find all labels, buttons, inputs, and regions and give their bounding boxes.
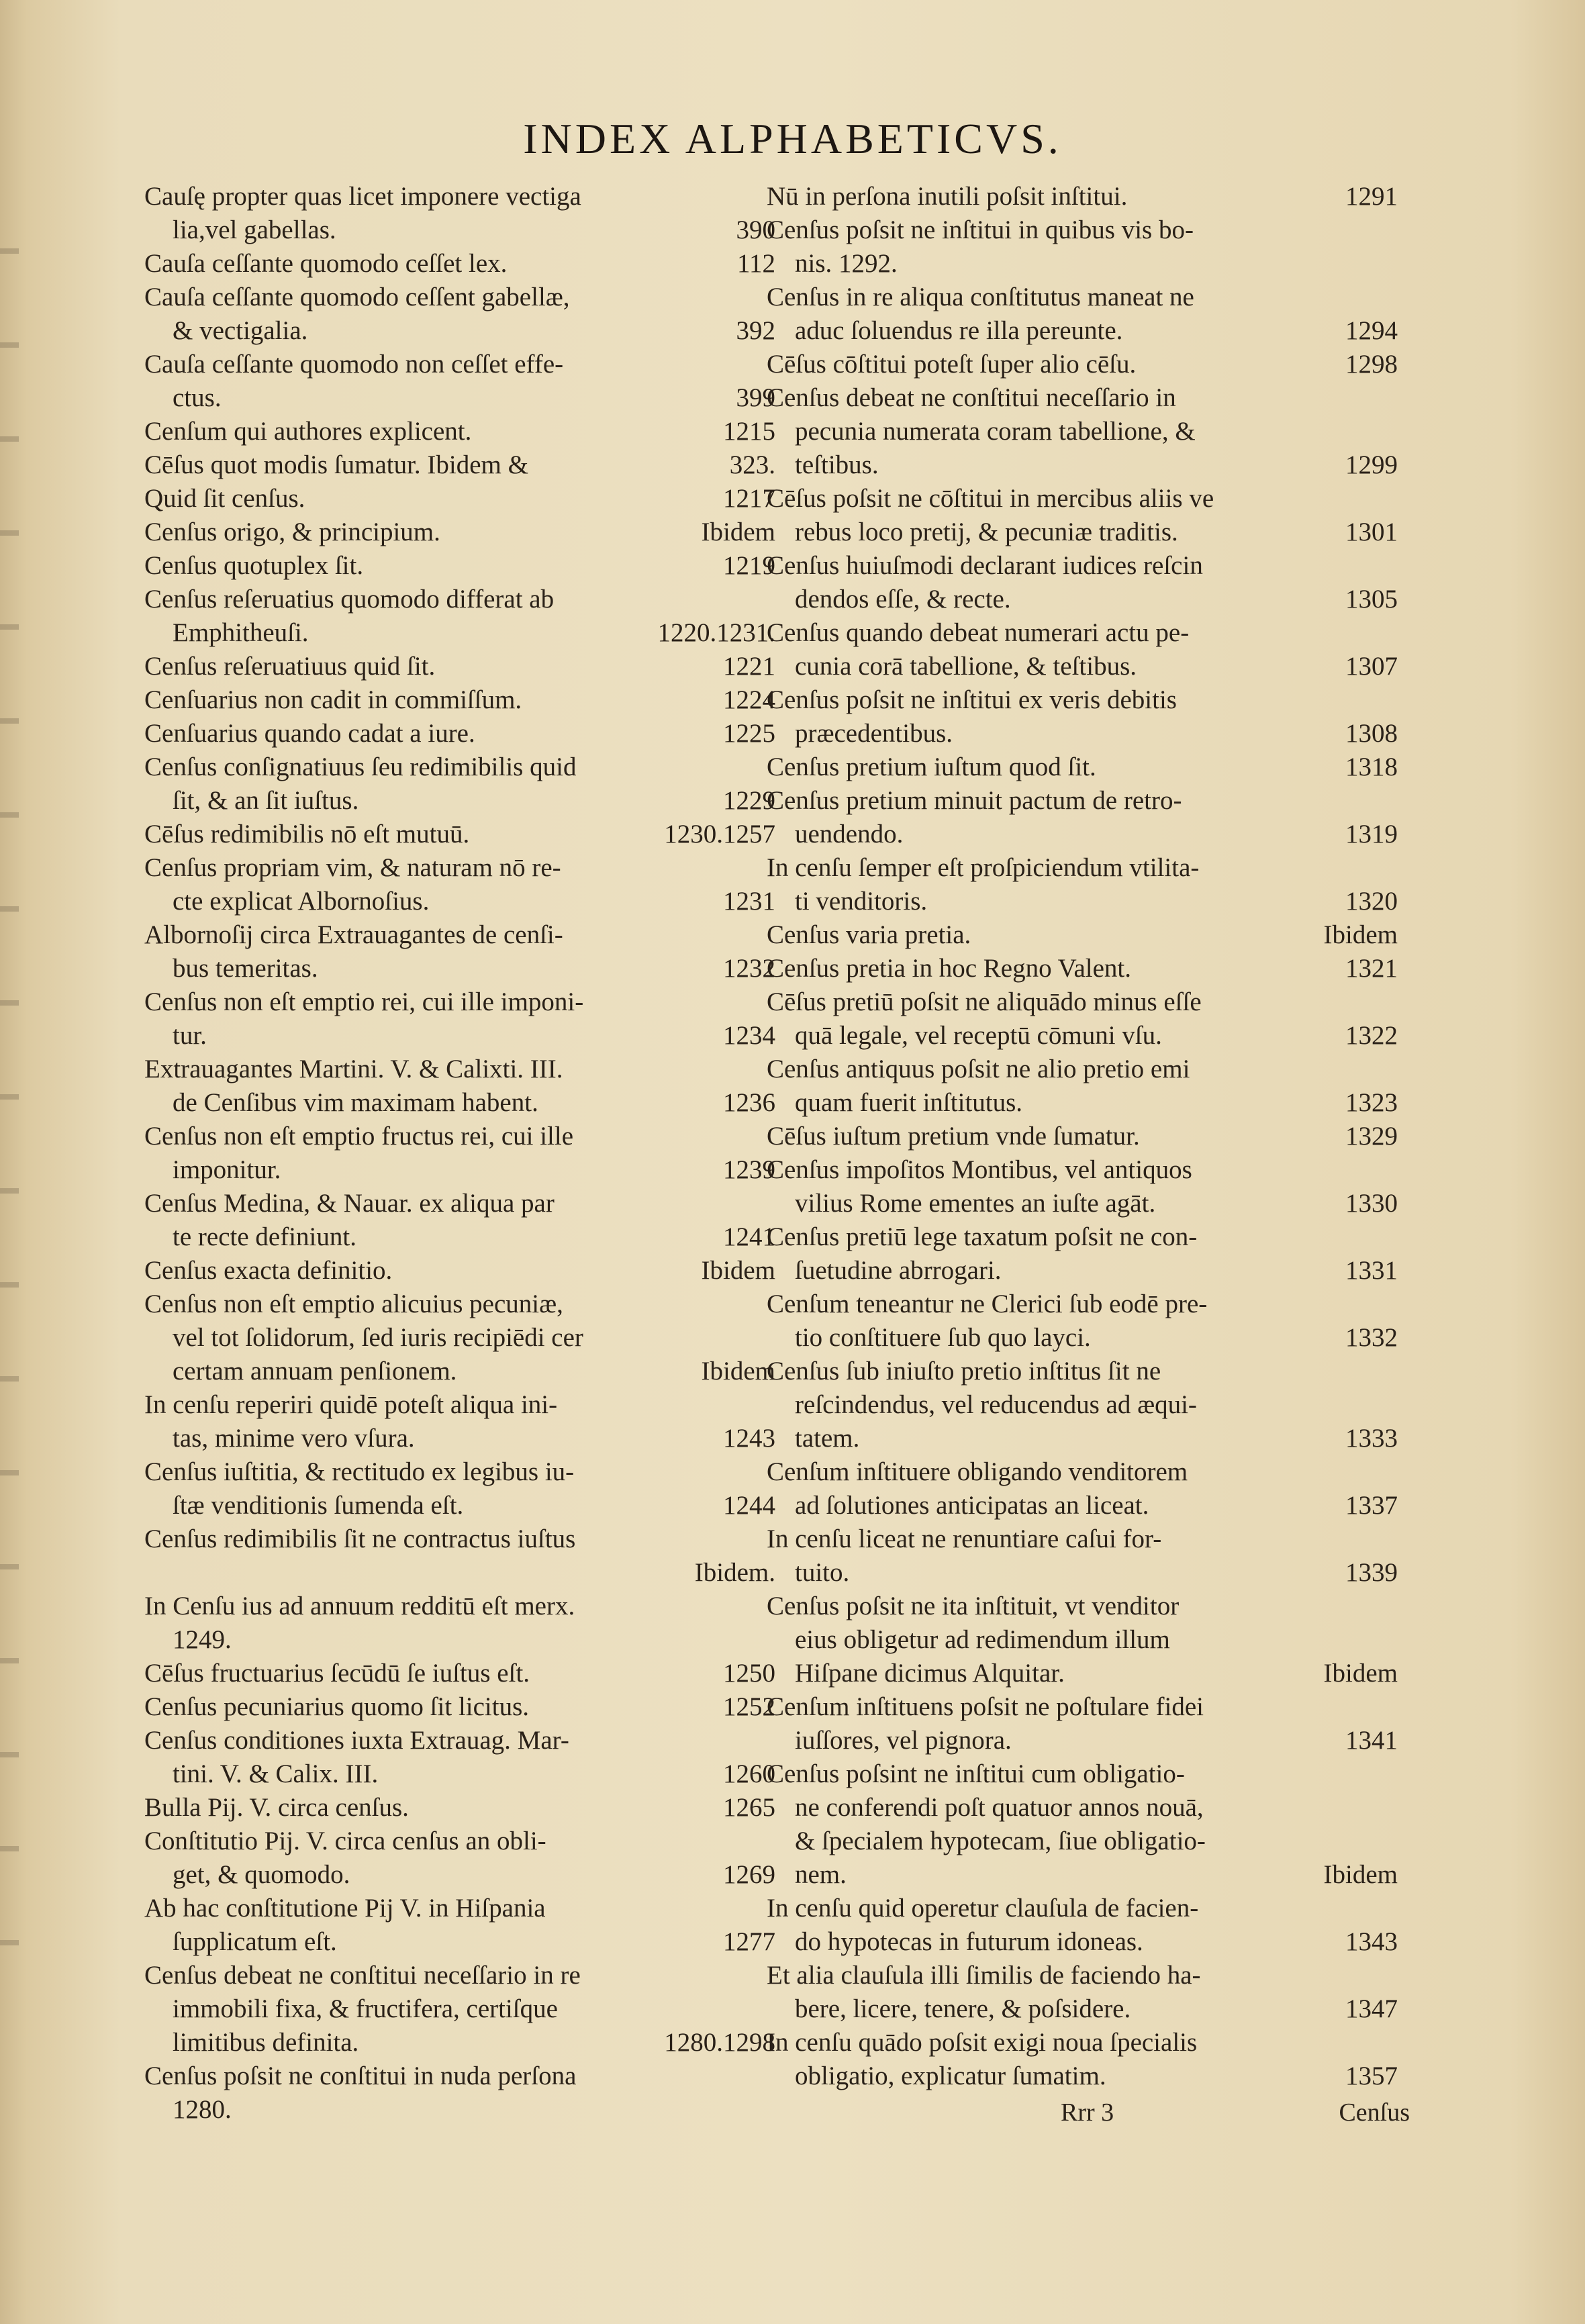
entry-line: get, & quomodo. <box>173 1860 350 1889</box>
entry-page-ref: 392 <box>736 316 775 345</box>
entry-page-ref: 1337 <box>1345 1491 1398 1520</box>
index-entry <box>144 482 775 516</box>
entry-line: Cenſus redimibilis ſit ne contractus iuſtus <box>144 1524 576 1553</box>
entry-page-ref: 1215 <box>723 417 775 446</box>
page-title: INDEX ALPHABETICVS. <box>523 115 1062 162</box>
index-entry <box>144 918 775 985</box>
index-entry <box>767 952 1398 985</box>
index-entry <box>767 180 1398 213</box>
entry-page-ref: 1332 <box>1345 1323 1398 1352</box>
entry-line: Conſtitutio Pij. V. circa cenſus an obli- <box>144 1827 546 1855</box>
index-entry <box>767 784 1398 851</box>
index-entry <box>144 751 775 818</box>
entry-line: Cenſus poſsit ne conſtitui in nuda perſona <box>144 2062 577 2090</box>
entry-line: Et alia clauſula illi ſimilis de faciendo ha- <box>767 1961 1201 1990</box>
index-entry <box>144 549 775 583</box>
entry-line: In cenſu reperiri quidē poteſt aliqua ini- <box>144 1390 558 1419</box>
entry-line: tini. V. & Calix. III. <box>173 1759 379 1788</box>
index-entry <box>144 683 775 717</box>
index-entry <box>144 1959 775 2060</box>
entry-page-ref: Ibidem <box>701 1256 775 1285</box>
entry-page-ref: 1219 <box>723 551 775 580</box>
entry-page-ref: Ibidem <box>1323 1860 1398 1889</box>
index-entry <box>767 2026 1398 2093</box>
index-entry <box>144 1288 775 1388</box>
binding-edge <box>0 201 19 1947</box>
index-entry <box>767 751 1398 784</box>
entry-line: teſtibus. <box>795 450 879 479</box>
entry-line: rebus loco pretij, & pecuniæ traditis. <box>795 518 1178 546</box>
entry-page-ref: 1331 <box>1345 1256 1398 1285</box>
entry-page-ref: 1280.1298 <box>664 2028 775 2057</box>
index-entry <box>144 1053 775 1120</box>
entry-line: Cenſus poſsit ne inſtitui in quibus vis bo- <box>767 215 1194 244</box>
entry-page-ref: 1244 <box>723 1491 775 1520</box>
entry-line: Cenſus origo, & principium. <box>144 518 440 546</box>
entry-line: nis. 1292. <box>795 249 898 278</box>
entry-line: Cenſus poſsit ne ita inſtituit, vt venditor <box>767 1592 1180 1620</box>
entry-page-ref: 1330 <box>1345 1189 1398 1218</box>
index-entry <box>144 1388 775 1455</box>
entry-line: Extrauagantes Martini. V. & Calixti. III. <box>144 1055 563 1083</box>
entry-line: eius obligetur ad redimendum illum <box>795 1625 1170 1654</box>
entry-line: ſupplicatum eſt. <box>173 1927 337 1956</box>
entry-line: Cenſus huiuſmodi declarant iudices reſcin <box>767 551 1203 580</box>
entry-line: Cenſus reſeruatiuus quid ſit. <box>144 652 436 681</box>
entry-line: Albornoſij circa Extrauagantes de cenſi- <box>144 920 563 949</box>
index-entry <box>144 1120 775 1187</box>
index-entry <box>144 415 775 448</box>
entry-page-ref: 1260 <box>723 1759 775 1788</box>
entry-page-ref: 1236 <box>723 1088 775 1117</box>
entry-line: do hypotecas in futurum idoneas. <box>795 1927 1143 1956</box>
index-entry <box>767 616 1398 683</box>
entry-line: In cenſu liceat ne renuntiare caſui for- <box>767 1524 1162 1553</box>
entry-line: imponitur. <box>173 1155 281 1184</box>
index-entry <box>767 482 1398 549</box>
index-entry <box>767 549 1398 616</box>
entry-line: bus temeritas. <box>173 954 318 983</box>
entry-line: certam annuam penſionem. <box>173 1357 457 1386</box>
entry-line: Cenſus iuſtitia, & rectitudo ex legibus iu- <box>144 1457 575 1486</box>
entry-line: Cēſus iuſtum pretium vnde ſumatur. <box>767 1122 1140 1151</box>
entry-line: Cenſum inſtituens poſsit ne poſtulare fidei <box>767 1692 1204 1721</box>
entry-page-ref: 1308 <box>1345 719 1398 748</box>
index-entry <box>767 1053 1398 1120</box>
index-entry <box>767 683 1398 751</box>
index-entry <box>767 1959 1398 2026</box>
entry-line: ſtæ venditionis ſumenda eſt. <box>173 1491 464 1520</box>
entry-line: In cenſu quid operetur clauſula de facien- <box>767 1894 1199 1923</box>
entry-line: Cauſę propter quas licet imponere vectiga <box>144 182 581 211</box>
index-entry <box>144 985 775 1053</box>
index-entry <box>144 247 775 281</box>
left-column <box>144 180 775 2127</box>
entry-page-ref: 1299 <box>1345 450 1398 479</box>
entry-page-ref: 1329 <box>1345 1122 1398 1151</box>
entry-line: ſit, & an ſit iuſtus. <box>173 786 359 815</box>
entry-line: Cenſuarius quando cadat a iure. <box>144 719 475 748</box>
index-entry <box>144 1690 775 1724</box>
index-entry <box>767 1892 1398 1959</box>
entry-line: tio conſtituere ſub quo layci. <box>795 1323 1091 1352</box>
entry-line: Cenſus impoſitos Montibus, vel antiquos <box>767 1155 1192 1184</box>
entry-page-ref: 1229 <box>723 786 775 815</box>
entry-page-ref: 1341 <box>1345 1726 1398 1755</box>
entry-line: limitibus definita. <box>173 2028 359 2057</box>
entry-line: Cenſus pretia in hoc Regno Valent. <box>767 954 1132 983</box>
entry-page-ref: 1252 <box>723 1692 775 1721</box>
entry-page-ref: 1232 <box>723 954 775 983</box>
entry-line: Cenſus debeat ne conſtitui neceſſario in <box>767 383 1176 412</box>
entry-line: Cauſa ceſſante quomodo non ceſſet effe- <box>144 350 564 379</box>
entry-line: Cenſus conſignatiuus ſeu redimibilis quid <box>144 753 577 781</box>
index-entry <box>767 1757 1398 1892</box>
entry-line: tas, minime vero vſura. <box>173 1424 415 1453</box>
entry-page-ref: 1321 <box>1345 954 1398 983</box>
entry-line: bere, licere, tenere, & poſsidere. <box>795 1994 1131 2023</box>
index-entry <box>144 818 775 851</box>
index-entry <box>144 851 775 918</box>
entry-line: immobili fixa, & fructifera, certiſque <box>173 1994 558 2023</box>
index-entry <box>144 180 775 247</box>
entry-line: ſuetudine abrrogari. <box>795 1256 1002 1285</box>
entry-line: quā legale, vel receptū cōmuni vſu. <box>795 1021 1162 1050</box>
entry-page-ref: 1231 <box>723 887 775 916</box>
entry-page-ref: 1307 <box>1345 652 1398 681</box>
entry-line: In cenſu ſemper eſt proſpiciendum vtilita- <box>767 853 1200 882</box>
index-entry <box>767 1288 1398 1355</box>
entry-line: Quid ſit cenſus. <box>144 484 305 513</box>
index-entry <box>144 1791 775 1825</box>
entry-line: Cenſus debeat ne conſtitui neceſſario in re <box>144 1961 581 1990</box>
entry-line: ti venditoris. <box>795 887 928 916</box>
entry-line: te recte definiunt. <box>173 1222 356 1251</box>
entry-line: Cauſa ceſſante quomodo ceſſent gabellæ, <box>144 283 570 311</box>
entry-page-ref: 1265 <box>723 1793 775 1822</box>
entry-line: Cenſum inſtituere obligando venditorem <box>767 1457 1188 1486</box>
entry-line: Cenſus Medina, & Nauar. ex aliqua par <box>144 1189 555 1218</box>
entry-page-ref: 1305 <box>1345 585 1398 614</box>
entry-line: Cenſuarius non cadit in commiſſum. <box>144 685 522 714</box>
entry-line: pecunia numerata coram tabellione, & <box>795 417 1196 446</box>
entry-line: vel tot ſolidorum, ſed iuris recipiēdi cer <box>173 1323 583 1352</box>
entry-line: nem. <box>795 1860 847 1889</box>
entry-line: Cenſus pretium minuit pactum de retro- <box>767 786 1182 815</box>
entry-line: Cenſus pretium iuſtum quod ſit. <box>767 753 1096 781</box>
entry-line: Cēſus fructuarius ſecūdū ſe iuſtus eſt. <box>144 1659 530 1688</box>
entry-line: In Cenſu ius ad annuum redditū eſt merx. <box>144 1592 575 1620</box>
index-entry <box>767 1120 1398 1153</box>
index-entry <box>144 717 775 751</box>
entry-line: In cenſu quādo poſsit exigi noua ſpecialis <box>767 2028 1198 2057</box>
index-entry <box>767 1522 1398 1590</box>
entry-line: obligatio, explicatur ſumatim. <box>795 2062 1106 2090</box>
index-entry <box>767 985 1398 1053</box>
index-entry <box>144 348 775 415</box>
entry-line: Cenſus non eſt emptio alicuius pecuniæ, <box>144 1290 563 1318</box>
index-entry <box>767 1355 1398 1455</box>
entry-line: tuito. <box>795 1558 850 1587</box>
entry-line: 1280. <box>173 2095 232 2124</box>
entry-page-ref: 1224 <box>723 685 775 714</box>
entry-page-ref: 1339 <box>1345 1558 1398 1587</box>
entry-page-ref: 1220.1231. <box>657 618 775 647</box>
entry-page-ref: 1323 <box>1345 1088 1398 1117</box>
index-entry <box>767 281 1398 348</box>
entry-line: Cēſus pretiū poſsit ne aliquādo minus eſſe <box>767 987 1202 1016</box>
index-entry <box>144 1724 775 1791</box>
entry-page-ref: 1301 <box>1345 518 1398 546</box>
entry-page-ref: 1333 <box>1345 1424 1398 1453</box>
index-entry <box>144 448 775 482</box>
entry-page-ref: 323. <box>729 450 775 479</box>
entry-page-ref: 112 <box>736 249 775 278</box>
right-column <box>767 180 1398 2093</box>
entry-line: aduc ſoluendus re illa pereunte. <box>795 316 1123 345</box>
entry-line: ne conferendi poſt quatuor annos nouā, <box>795 1793 1204 1822</box>
index-entry <box>767 1220 1398 1288</box>
index-entry <box>767 1590 1398 1690</box>
index-entry <box>144 1657 775 1690</box>
entry-page-ref: 1343 <box>1345 1927 1398 1956</box>
index-entry <box>144 516 775 549</box>
entry-page-ref: 1319 <box>1345 820 1398 849</box>
entry-page-ref: 390 <box>736 215 775 244</box>
entry-line: Cenſus quando debeat numerari actu pe- <box>767 618 1190 647</box>
index-entry <box>144 1590 775 1657</box>
entry-line: Hiſpane dicimus Alquitar. <box>795 1659 1065 1688</box>
entry-page-ref: 1322 <box>1345 1021 1398 1050</box>
entry-page-ref: 1320 <box>1345 887 1398 916</box>
entry-line: Cēſus poſsit ne cōſtitui in mercibus aliis ve <box>767 484 1214 513</box>
index-entry <box>144 1892 775 1959</box>
index-entry <box>767 213 1398 281</box>
entry-line: reſcindendus, vel reducendus ad æqui- <box>795 1390 1197 1419</box>
entry-line: 1249. <box>173 1625 232 1654</box>
entry-page-ref: 1243 <box>723 1424 775 1453</box>
entry-line: iuſſores, vel pignora. <box>795 1726 1012 1755</box>
entry-line: Bulla Pij. V. circa cenſus. <box>144 1793 409 1822</box>
entry-line: Cenſus poſsit ne inſtitui ex veris debitis <box>767 685 1177 714</box>
index-entry <box>767 1153 1398 1220</box>
entry-line: Cenſus antiquus poſsit ne alio pretio emi <box>767 1055 1190 1083</box>
entry-line: Cēſus quot modis ſumatur. Ibidem & <box>144 450 528 479</box>
entry-page-ref: 1241 <box>723 1222 775 1251</box>
entry-page-ref: 1347 <box>1345 1994 1398 2023</box>
entry-line: tatem. <box>795 1424 860 1453</box>
index-entry <box>144 650 775 683</box>
entry-line: Cenſum teneantur ne Clerici ſub eodē pre- <box>767 1290 1208 1318</box>
entry-line <box>144 1556 775 1590</box>
entry-line: quam fuerit inſtitutus. <box>795 1088 1023 1117</box>
entry-line: tur. <box>173 1021 207 1050</box>
entry-line: Cenſus non eſt emptio rei, cui ille imponi- <box>144 987 584 1016</box>
entry-line: dendos eſſe, & recte. <box>795 585 1011 614</box>
index-entry <box>767 348 1398 381</box>
entry-page-ref: Ibidem <box>701 1357 775 1386</box>
entry-line: lia,vel gabellas. <box>173 215 336 244</box>
entry-line: Cenſus ſub iniuſto pretio inſtitus ſit ne <box>767 1357 1161 1386</box>
entry-page-ref: 1221 <box>723 652 775 681</box>
entry-line: Ab hac conſtitutione Pij V. in Hiſpania <box>144 1894 546 1923</box>
entry-line: Cenſus in re aliqua conſtitutus maneat ne <box>767 283 1194 311</box>
entry-line: Emphitheuſi. <box>173 618 309 647</box>
index-entry <box>144 1825 775 1892</box>
entry-line: Cenſus reſeruatius quomodo differat ab <box>144 585 555 614</box>
entry-line: Cenſus poſsint ne inſtitui cum obligatio- <box>767 1759 1185 1788</box>
index-entry <box>767 851 1398 918</box>
entry-page-ref: 1291 <box>1345 182 1398 211</box>
entry-page-ref: 1318 <box>1345 753 1398 781</box>
entry-line: vilius Rome ementes an iuſte agāt. <box>795 1189 1156 1218</box>
entry-page-ref: 1239 <box>723 1155 775 1184</box>
entry-line: Cenſus propriam vim, & naturam nō re- <box>144 853 561 882</box>
index-entry <box>767 1690 1398 1757</box>
entry-page-ref: 1269 <box>723 1860 775 1889</box>
entry-line: Cēſus redimibilis nō eſt mutuū. <box>144 820 470 849</box>
index-entry <box>767 381 1398 482</box>
index-entry <box>144 1254 775 1288</box>
entry-line: cunia corā tabellione, & teſtibus. <box>795 652 1137 681</box>
entry-page-ref: 1277 <box>723 1927 775 1956</box>
entry-line: & ſpecialem hypotecam, ſiue obligatio- <box>795 1827 1206 1855</box>
entry-page-ref: 1250 <box>723 1659 775 1688</box>
index-entry <box>144 1455 775 1522</box>
entry-line: ctus. <box>173 383 222 412</box>
entry-line: Cenſus conditiones iuxta Extrauag. Mar- <box>144 1726 569 1755</box>
entry-line: præcedentibus. <box>795 719 953 748</box>
index-entry <box>144 1522 775 1590</box>
entry-line: Cenſus non eſt emptio fructus rei, cui ille <box>144 1122 574 1151</box>
signature-mark: Rrr 3 <box>1061 2098 1114 2127</box>
entry-page-ref: Ibidem <box>1323 1659 1398 1688</box>
entry-line: Cenſus quotuplex ſit. <box>144 551 364 580</box>
index-entry <box>144 2060 775 2127</box>
entry-line: Cenſus exacta definitio. <box>144 1256 393 1285</box>
entry-page-ref: 1225 <box>723 719 775 748</box>
entry-line: Cauſa ceſſante quomodo ceſſet lex. <box>144 249 508 278</box>
index-entry <box>767 918 1398 952</box>
entry-line: Cenſum qui authores explicent. <box>144 417 472 446</box>
entry-page-ref: 1294 <box>1345 316 1398 345</box>
entry-page-ref: 1298 <box>1345 350 1398 379</box>
entry-line: Cenſus varia pretia. <box>767 920 971 949</box>
entry-page-ref: 1230.1257 <box>664 820 775 849</box>
entry-page-ref: 399 <box>736 383 775 412</box>
entry-line: ad ſolutiones anticipatas an liceat. <box>795 1491 1149 1520</box>
entry-line: Nū in perſona inutili poſsit inſtitui. <box>767 182 1128 211</box>
index-entry <box>767 1455 1398 1522</box>
entry-line: cte explicat Albornoſius. <box>173 887 430 916</box>
entry-line: uendendo. <box>795 820 904 849</box>
entry-line: Cēſus cōſtitui poteſt ſuper alio cēſu. <box>767 350 1137 379</box>
entry-page-ref: Ibidem. <box>694 1558 775 1587</box>
entry-page-ref: Ibidem <box>1323 920 1398 949</box>
entry-page-ref: 1357 <box>1345 2062 1398 2090</box>
entry-line: & vectigalia. <box>173 316 308 345</box>
entry-page-ref: 1234 <box>723 1021 775 1050</box>
index-entry <box>144 1187 775 1254</box>
entry-line: Cenſus pecuniarius quomo ſit licitus. <box>144 1692 530 1721</box>
catchword: Cenſus <box>1339 2098 1410 2127</box>
entry-line: de Cenſibus vim maximam habent. <box>173 1088 538 1117</box>
index-entry <box>144 583 775 650</box>
entry-page-ref: Ibidem <box>701 518 775 546</box>
entry-page-ref: 1217 <box>723 484 775 513</box>
entry-line: Cenſus pretiū lege taxatum poſsit ne con- <box>767 1222 1198 1251</box>
index-entry <box>144 281 775 348</box>
